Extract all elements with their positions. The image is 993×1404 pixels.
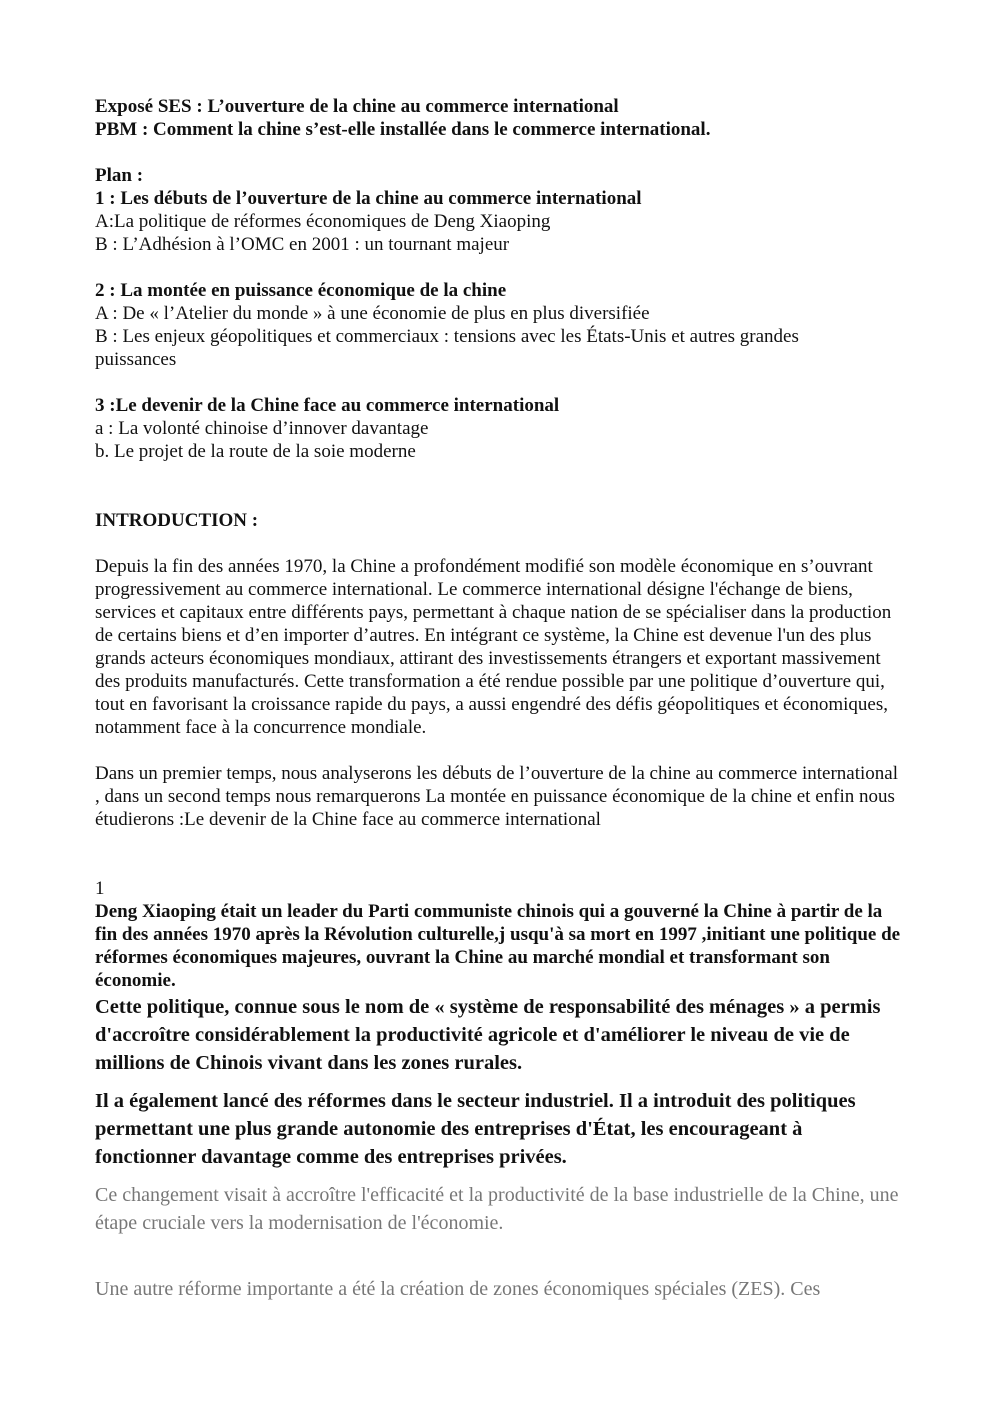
spacer [95,463,905,509]
spacer [95,831,905,877]
spacer [95,141,905,164]
plan-item: A : De « l’Atelier du monde » à une économie de plus en plus diversifiée [95,303,650,324]
section-grey-paragraph: Ce changement visait à accroître l'efficacité et la productivité de la base industrielle de la Chine, une étape cruciale vers la modernisation de l'économie. [95,1184,899,1234]
introduction-heading: INTRODUCTION : [95,510,259,531]
plan-item: B : L’Adhésion à l’OMC en 2001 : un tournant majeur [95,234,510,255]
introduction-paragraph: Depuis la fin des années 1970, la Chine a profondément modifié son modèle économique en s’ouvrant progressivement au commerce international. Le commerce international désigne l'échange de biens, services et capitaux entre différents pays, permettant à chaque nation de se spécialiser dans la production de certains biens et d’en importer d’autres. En intégrant ce système, la Chine est devenue l'un des plus grands acteurs économiques mondiaux, attirant des investissements étrangers et exportant massivement des produits manufacturés. Cette transformation a été rendue possible par une politique d’ouverture qui, tout en favorisant la croissance rapide du pays, a aussi engendré des défis géopolitiques et économiques, notamment face à la concurrence mondiale. [95,556,892,738]
document-title: Exposé SES : L’ouverture de la chine au commerce international [95,96,619,117]
plan-part-heading: 3 :Le devenir de la Chine face au commerce international [95,395,560,416]
plan-part-heading: 1 : Les débuts de l’ouverture de la chine au commerce international [95,188,642,209]
section-number: 1 [95,878,105,899]
spacer [95,371,905,394]
spacer [95,739,905,762]
plan-part-3 [95,394,905,463]
spacer [95,532,905,555]
plan-item: a : La volonté chinoise d’innover davantage [95,418,429,439]
section-grey-paragraph: Une autre réforme importante a été la création de zones économiques spéciales (ZES). Ces [95,1278,821,1300]
plan-part-1 [95,187,905,256]
plan-item: B : Les enjeux géopolitiques et commerciaux : tensions avec les États-Unis et autres grandes puissances [95,326,799,370]
section-big-paragraph: Il a également lancé des réformes dans le secteur industriel. Il a introduit des politiques permettant une plus grande autonomie des entreprises d'État, les encourageant à fonctionner davantage comme des entreprises privées. [95,1090,856,1168]
plan-label: Plan : [95,165,144,186]
introduction-paragraph: Dans un premier temps, nous analyserons les débuts de l’ouverture de la chine au commerce international , dans un second temps nous remarquerons La montée en puissance économique de la chine et enfin nous étudierons :Le devenir de la Chine face au commerce international [95,763,899,830]
plan-part-2 [95,279,905,371]
plan-part-heading: 2 : La montée en puissance économique de la chine [95,280,507,301]
plan-item: b. Le projet de la route de la soie moderne [95,441,416,462]
section-bold-intro: Deng Xiaoping était un leader du Parti communiste chinois qui a gouverné la Chine à partir de la fin des années 1970 après la Révolution culturelle,j usqu'à sa mort en 1997 ,initiant une politique de réformes économiques majeures, ouvrant la Chine au marché mondial et transformant son économie. [95,901,901,991]
plan-item: A:La politique de réformes économiques de Deng Xiaoping [95,211,551,232]
spacer [95,256,905,279]
problem-statement: PBM : Comment la chine s’est-elle installée dans le commerce international. [95,119,711,140]
document-page [95,95,905,1303]
section-big-paragraph: Cette politique, connue sous le nom de « système de responsabilité des ménages » a permis d'accroître considérablement la productivité agricole et d'améliorer le niveau de vie de millions de Chinois vivant dans les zones rurales. [95,996,881,1074]
